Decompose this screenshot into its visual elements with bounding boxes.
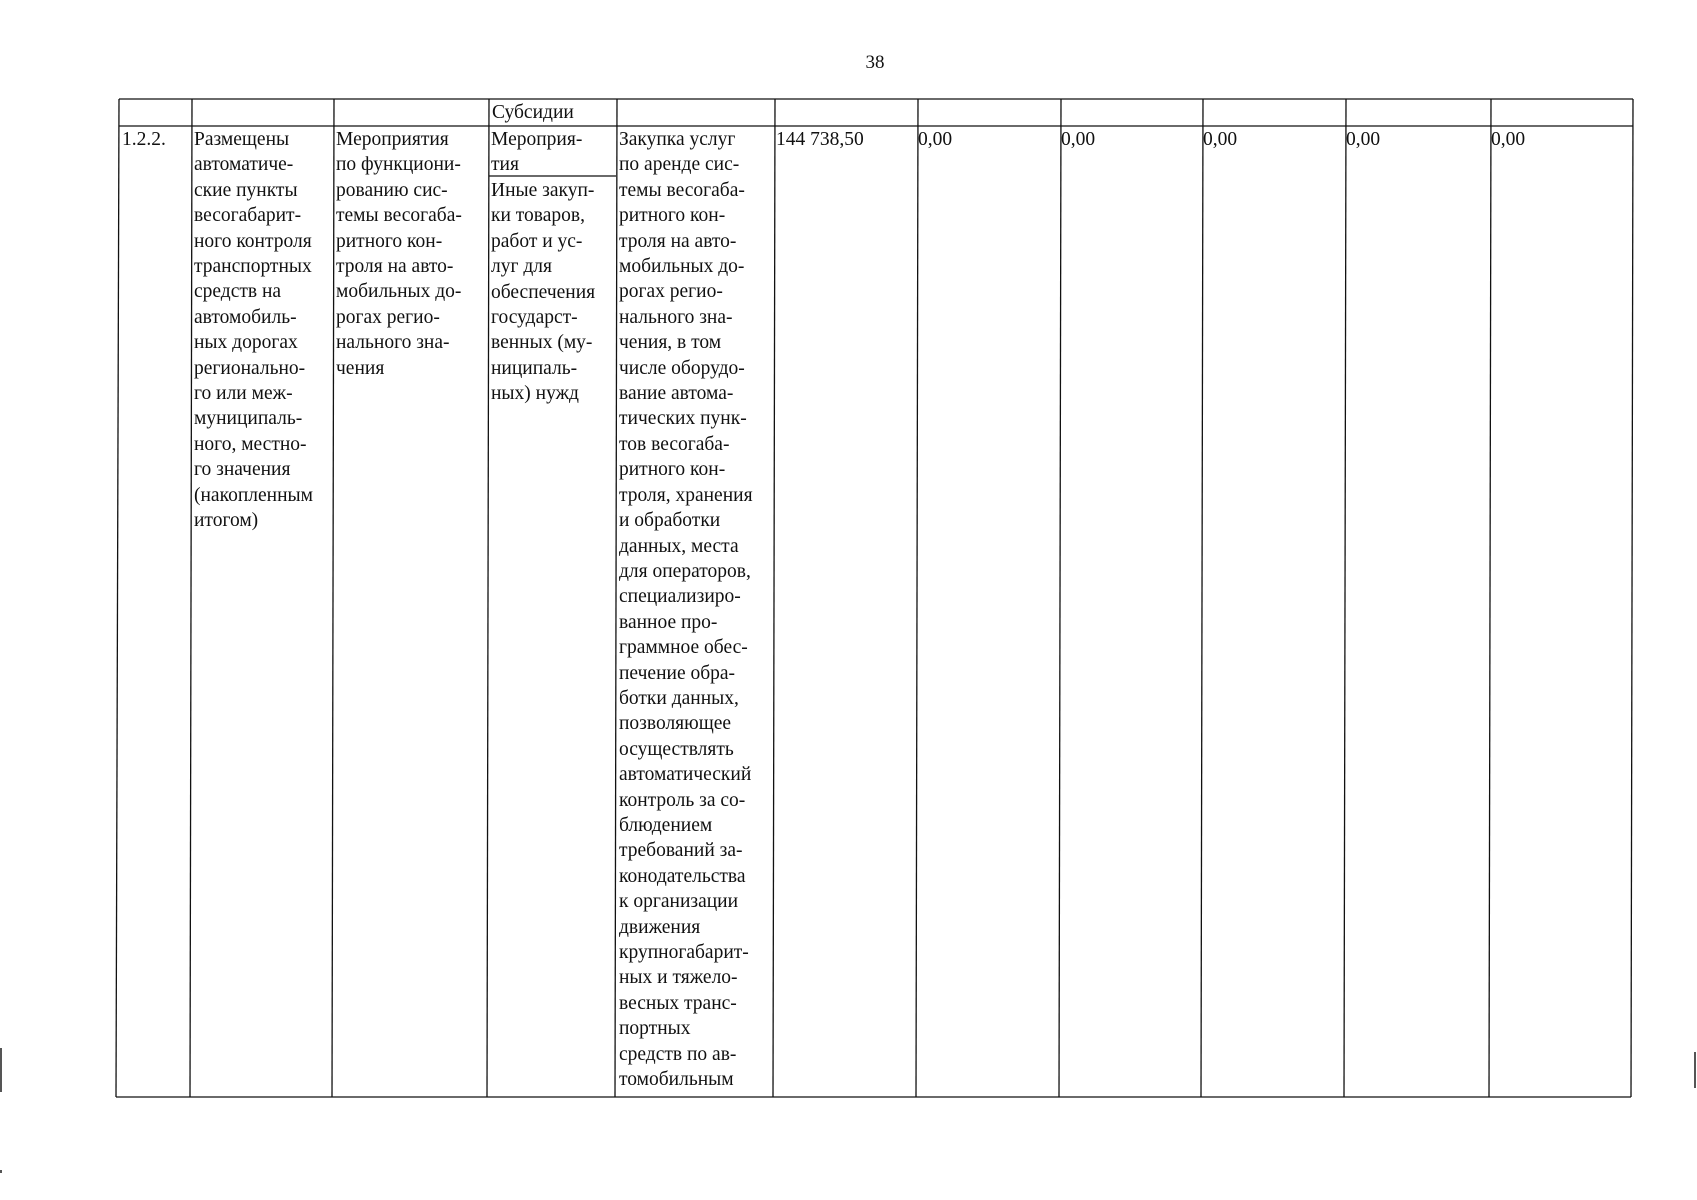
header-subsidies-label: Субсидии: [492, 102, 574, 123]
value-cell: 144 738,50: [776, 129, 864, 150]
value-cell: 0,00: [1491, 129, 1526, 150]
expense-type-top: Мероприя- тия: [491, 129, 583, 176]
value-cell: 0,00: [1061, 129, 1096, 150]
scan-mark-left-dot: [0, 1170, 2, 1173]
value-cell: 0,00: [918, 129, 953, 150]
value-cell: 0,00: [1346, 129, 1381, 150]
row-number: 1.2.2.: [122, 129, 166, 150]
indicator-text: Размещены автоматиче- ские пункты весогабарит- ного контроля транспортных средств на автомобиль- ных дорогах регионально- го или меж- муниципаль- ного, местно- го значения (накопленным итогом): [194, 129, 313, 532]
value-cell: 0,00: [1203, 129, 1238, 150]
scan-mark-right: [1694, 1052, 1696, 1088]
expense-type-bottom: Иные закуп- ки товаров, работ и ус- луг для обеспечения государст- венных (му- ниципаль- ных) нужд: [491, 180, 596, 405]
activity-text: Мероприятия по функциони- рованию сис- темы весогаба- ритного кон- троля на авто- мобильных до- рогах регио- нального зна- чения: [336, 129, 462, 379]
page-number: 38: [865, 52, 885, 73]
description-text: Закупка услуг по аренде сис- темы весогаба- ритного кон- троля на авто- мобильных до- рогах регио- нального зна- чения, в том числе оборудо- вание автома- тических пунк- тов весогаба- ритного кон- троля, хранения и обработки данных, места для операторов, специализиро- ванное про- граммное обес- печение обра- ботки данных, позволяющее осуществлять автоматический контроль за со- блюдением требований за- конодательства к организации движения крупногабарит- ных и тяжело- весных транс- портных средств по ав- томобильным: [619, 129, 753, 1091]
scan-mark-left: [0, 1048, 2, 1092]
